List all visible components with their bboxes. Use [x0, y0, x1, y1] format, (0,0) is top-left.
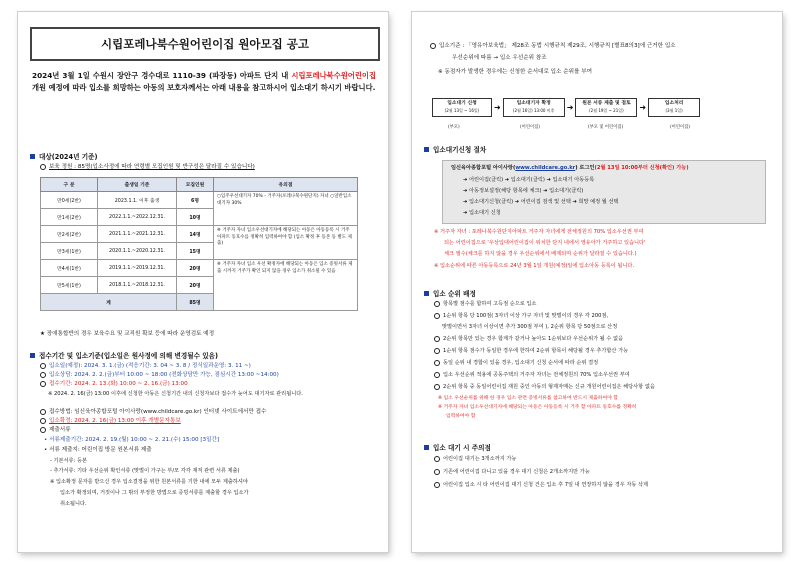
total-label: 계: [41, 294, 177, 311]
schedule-subitem: • 서류 제출지: 어린이집 방문 원본서류 제출: [44, 447, 152, 453]
table-cell: 2023.1.1. 이후 출생: [98, 192, 177, 209]
circle-bullet-icon: [40, 372, 46, 378]
procedure-box: [442, 160, 766, 224]
rank-line: 항목별 점수를 합하여 고득점 순으로 입소: [434, 300, 536, 308]
note-cell: ○입주우선대기자 70% - 거주자(포레나북수원단지) 자녀 ○일반입소대기자 30%: [214, 192, 358, 226]
circle-bullet-icon: [40, 418, 46, 424]
flow-step: 입소대기자 확정 (2월 16일) 13:00 이후: [503, 98, 565, 117]
table-cell: 만4세(1반): [41, 260, 98, 277]
circle-bullet-icon: [434, 301, 440, 307]
section-bullet-icon: [30, 154, 35, 159]
flow-actor: (어린이집): [670, 125, 690, 130]
circle-bullet-icon: [430, 43, 436, 49]
table-cell: 만2세(2반): [41, 226, 98, 243]
table-header: 모집인원: [177, 178, 214, 192]
table-cell: 6명: [177, 192, 214, 209]
circle-bullet-icon: [434, 348, 440, 354]
daycare-name-highlight: 시립포레나북수원어린이집: [291, 71, 376, 80]
total-value: 85명: [177, 294, 214, 311]
procedure-step: ➜ 아동정보설정(해당 항목에 체크) ➜ 입소대기(클릭): [463, 188, 584, 194]
rank-line: 맞벌이면서 3자녀 이상이면 추가 300점 부여 ), 2순위 항목 당 50점으로 산정: [442, 324, 618, 330]
flow-step: 입소처리 (3월 1일): [648, 98, 700, 117]
table-cell: 만5세(1반): [41, 277, 98, 294]
resident-note: ※ 거주자 자녀 : 포레나북수원단지아파트 거주자 자녀에게 전체정원의 70% 입소우선권 부여: [434, 229, 644, 235]
table-cell: 2019.1.1.~2019.12.31.: [98, 260, 177, 277]
table-row: [41, 226, 358, 243]
section-rank-heading: 입소 순위 배정: [424, 288, 476, 298]
circle-bullet-icon: [40, 164, 46, 170]
schedule-item: 입소상담: 2024. 2. 2.(금)부터 10:00 ~ 18:00 (전화상담만 가능, 점심시간 13:00 ~14:00): [40, 371, 279, 380]
process-flow: [432, 98, 700, 117]
arrow-right-icon: ➜: [566, 103, 574, 112]
childcare-portal-link[interactable]: www.childcare.go.kr: [515, 165, 576, 171]
rank-warning: ※ 거주자 자녀 입소우선대기자에 해당되는 아동은 아동등록 시 거주 할 아파트 동호수를 정확히: [438, 405, 637, 410]
table-cell: 20명: [177, 260, 214, 277]
section-schedule-heading: 접수기간 및 입소기준(입소일은 원사정에 의해 변경될수 있음): [30, 350, 218, 360]
procedure-step: ➜ 어린이집(클릭) ➜ 입소대기(클릭) ➜ 입소대기 아동등록: [463, 177, 595, 183]
note-cell: ※ 거주자 자녀 입소우선대기자에 해당되는 아동은 아동등록 시 거주 아파트 동호수를 정확히 입력하여야 함 (입소 확정 후 등본 등 별도 제출): [214, 226, 358, 260]
table-header: 출생일 기준: [98, 178, 177, 192]
notice-page-1: [18, 12, 388, 552]
enrollment-table: [40, 177, 358, 311]
table-cell: 10명: [177, 209, 214, 226]
circle-bullet-icon: [434, 469, 440, 475]
section-target-heading: 대상(2024년 기준): [30, 151, 98, 161]
notice-title: 시립포레나북수원어린이집 원아모집 공고: [30, 27, 380, 61]
table-header: 구 분: [41, 178, 98, 192]
table-cell: 만0세(2반): [41, 192, 98, 209]
schedule-subitem: 입소가 확정되며, 거짓이나 그 밖의 부정한 방법으로 증빙서류를 제출할 경우 입소가: [60, 490, 249, 496]
section-bullet-icon: [424, 147, 429, 152]
intro-text-2: 개원 예정에 따라 입소를 희망하는 아동의 보호자께서는 아래 내용을 참고하시어 입소대기 하시기 바랍니다.: [32, 83, 376, 92]
caution-line: 기존에 어린이집 다니고 있을 경우 대기 신청은 2개소까지만 가능: [434, 468, 590, 476]
section-bullet-icon: [424, 445, 429, 450]
table-header: 유의점: [214, 178, 358, 192]
arrow-right-icon: ➜: [639, 103, 647, 112]
table-row: [41, 192, 358, 209]
late-application-note: ※ 2024. 2. 16(금) 13:00 이후에 신청한 아동은 신청기간 내의 신청자보다 접수가 늦어도 대기자로 관리됩니다.: [48, 391, 303, 397]
section-bullet-icon: [30, 353, 35, 358]
table-cell: 2022.1.1.~2022.12.31.: [98, 209, 177, 226]
intro-paragraph: [32, 70, 376, 94]
rank-warning: 입력하여야 함: [446, 414, 476, 419]
table-cell: 2020.1.1.~2020.12.31.: [98, 243, 177, 260]
procedure-login-line: 임신육아종합포털 아이사랑(www.childcare.go.kr) 로그인(2월 13일 10:00부터 신청(확인) 가능): [451, 165, 689, 171]
schedule-subitem: • 서류제출기간: 2024. 2. 19.(월) 10:00 ~ 2. 21.(수) 15:00 [3일간]: [44, 437, 220, 443]
waitlist-note: ※ 입소순위에 따른 아동등록으로 24년 3월 1일 개원(예정)일에 입소아동 등록이 됩니다.: [434, 263, 635, 269]
flow-actor: (부모): [448, 125, 460, 130]
schedule-subitem: - 추가서류: 기타 우선순위 확인서류 (맞벌이 가구는 부/모 각각 재직 관련 서류 제출): [50, 468, 240, 474]
circle-bullet-icon: [40, 427, 46, 433]
capacity-line: 보육 정원 : 85명(입소사정에 따라 연령별 모집인원 및 반구성은 달라질 수 있습니다): [40, 163, 255, 172]
schedule-subitem: - 기본서류: 등본: [50, 458, 87, 464]
resident-note: 되는 어린이집으로 '우상입대어린이집이 위치한 단지 내에서 영유아가 거주하고 있습니다': [444, 240, 646, 246]
table-cell: 2021.1.1.~2021.12.31.: [98, 226, 177, 243]
flow-step: 입소대기 신청 (2월 13일 ~ 16일): [432, 98, 492, 117]
rank-line: 2순위 항목만 있는 경우 합계가 같거나 높아도 1순위보다 우선순위가 될 수 없음: [434, 335, 623, 343]
circle-bullet-icon: [434, 360, 440, 366]
circle-bullet-icon: [40, 381, 46, 387]
procedure-step: ➜ 입소대기신청(클릭) ➜ 어린이집 검색 및 선택 ➜ 희망 예정 월 선택: [463, 199, 619, 205]
section-bullet-icon: [424, 291, 429, 296]
procedure-step: ➜ 입소대기 신청: [463, 210, 501, 216]
rank-line: 입소 우선순위 적용에 공동주택의 거주자 자녀는 전체정원의 70% 입소우선권 부여: [434, 371, 630, 379]
schedule-item: 접수방법: 임신육아종합포털 아이사랑(www.childcare.go.kr) 인터넷 사이트에서만 접수: [40, 408, 266, 417]
circle-bullet-icon: [434, 482, 440, 488]
schedule-item: 입소확정: 2024. 2. 16(금) 13:00 이후 개별문자통보: [40, 417, 181, 426]
criteria-line: 우선순위에 따름 → 입소 우선순위 참조: [452, 55, 547, 61]
schedule-item: 입소일(예정): 2024. 3. 1.(금) (적응기간: 3. 04 ~ 3. 8 / 정식일과운영: 3. 11 ~): [40, 362, 251, 371]
circle-bullet-icon: [40, 409, 46, 415]
schedule-item: 접수기간: 2024. 2. 13.(화) 10:00 ~ 2. 16.(금) 13:00: [40, 380, 188, 389]
circle-bullet-icon: [434, 336, 440, 342]
circle-bullet-icon: [40, 363, 46, 369]
section-caution-heading: 입소 대기 시 주의점: [424, 442, 491, 452]
table-cell: 14명: [177, 226, 214, 243]
section-procedure-heading: 입소대기신청 절차: [424, 144, 486, 154]
resident-note: 체크 필수(체크를 하지 않을 경우 우선순위에서 배제되며 순위가 달라질 수 있습니다.): [444, 251, 637, 257]
rank-line: 2순위 항목 중 동일어린이집 재원 중인 아동의 형제자매는 신규 개원어린이집은 해당사항 없음: [434, 383, 655, 391]
circle-bullet-icon: [434, 456, 440, 462]
schedule-subitem: ※ 입소확정 문자를 받으신 경우 입소결정을 위한 원본서류를 기한 내에 모두 제출하셔야: [50, 479, 248, 485]
table-cell: 만1세(2반): [41, 209, 98, 226]
schedule-subitem: 취소됩니다.: [60, 501, 87, 507]
flow-step: 원본 서류 제출 및 점토 (2월 19일 ~ 21일): [575, 98, 637, 117]
table-cell: 15명: [177, 243, 214, 260]
rank-line: 1순위 항목 점수가 동일한 경우에 한하여 2순위 항목이 해당될 경우 추가합산 가능: [434, 347, 628, 355]
circle-bullet-icon: [434, 313, 440, 319]
criteria-note: ※ 동점자가 발생한 경우에는 신청한 순서대로 입소 순위를 부여: [438, 69, 593, 75]
table-cell: 20명: [177, 277, 214, 294]
rank-line: 1순위 항목 당 100점( 3자녀 이상 가구 자녀 및 맞벌이의 경우 각 200점,: [434, 312, 608, 320]
disabled-class-note: ★ 장애통합반의 경우 보육수요 및 교직원 확보 등에 따라 운영검토 예정: [40, 331, 215, 337]
rank-line: 동일 순위 내 경합이 있을 경우, 입소대기 신청 순서에 따라 순위 결정: [434, 359, 598, 367]
caution-line: 어린이집 대기는 3개소까지 가능: [434, 455, 516, 463]
arrow-right-icon: ➜: [494, 103, 501, 112]
rank-warning: ※ 입소 우선순위를 위해 한 경우 입소 관련 증빙서류를 참고하여 반드시 제출하여야 함: [438, 396, 618, 401]
notice-page-2: [412, 12, 782, 552]
intro-text-1: 2024년 3월 1일 수원시 장안구 경수대로 1110-39 (파장동) 아파트 단지 내: [32, 71, 292, 80]
flow-actor: (어린이집): [520, 125, 540, 130]
circle-bullet-icon: [434, 372, 440, 378]
table-row: [41, 260, 358, 277]
caution-line: 어린이집 입소 시 타 어린이집 대기 신청 건은 입소 후 7일 내 연장하지 않을 경우 자동 삭제: [434, 481, 648, 489]
table-cell: 2018.1.1.~2018.12.31.: [98, 277, 177, 294]
flow-actor: (부모 및 어린이집): [588, 125, 624, 130]
table-cell: 만3세(1반): [41, 243, 98, 260]
note-cell: ※ 거주자 자녀 입소 우선 확정자에 해당되는 아동은 입소 증빙서류 제출 시까지 거주가 확인 되지 않을 경우 입소가 취소될 수 있음: [214, 260, 358, 311]
circle-bullet-icon: [434, 384, 440, 390]
schedule-item: 제출서류: [40, 426, 71, 435]
criteria-line: 입소기준 : 「영유아보육법」 제28조 동법 시행규칙 제29조, 시행규칙 [별표8의3]에 근거한 입소: [430, 42, 676, 51]
